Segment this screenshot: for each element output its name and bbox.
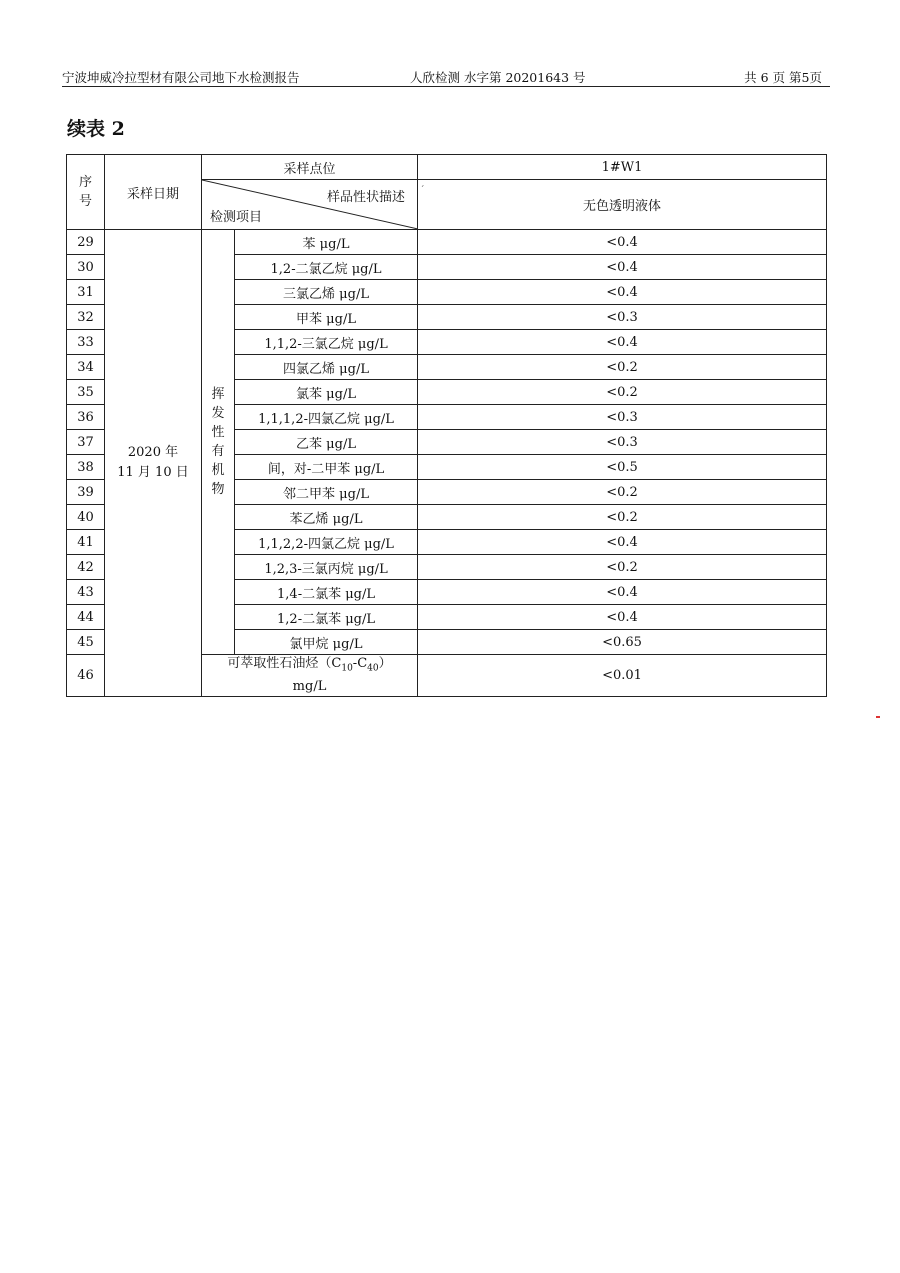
test-result: <0.4: [418, 330, 827, 355]
test-item: 苯乙烯 μg/L: [235, 505, 418, 530]
table-header-row-1: [67, 155, 827, 180]
test-result: <0.2: [418, 555, 827, 580]
subscript-10: 10: [341, 663, 353, 674]
row-number: 34: [67, 355, 105, 380]
item-suffix: ）: [378, 656, 392, 671]
row-number: 38: [67, 455, 105, 480]
date-header: 采样日期: [105, 155, 202, 230]
row-number: 33: [67, 330, 105, 355]
header-company-title: 宁波坤威冷拉型材有限公司地下水检测报告: [62, 70, 300, 85]
test-item: 1,1,1,2-四氯乙烷 μg/L: [235, 405, 418, 430]
test-item: 1,2,3-三氯丙烷 μg/L: [235, 555, 418, 580]
row-number: 30: [67, 255, 105, 280]
test-result: <0.4: [418, 605, 827, 630]
group-label-voc: 挥 发 性 有 机 物: [202, 230, 235, 655]
test-item: 1,4-二氯苯 μg/L: [235, 580, 418, 605]
test-item: [202, 655, 418, 697]
test-item: 氯甲烷 μg/L: [235, 630, 418, 655]
row-number: 37: [67, 430, 105, 455]
subscript-40: 40: [367, 663, 379, 674]
test-item: 1,1,2,2-四氯乙烷 μg/L: [235, 530, 418, 555]
row-number: 41: [67, 530, 105, 555]
row-number: 46: [67, 655, 105, 697]
test-result: <0.4: [418, 280, 827, 305]
sample-description-header: 样品性状描述: [327, 190, 406, 205]
test-result: <0.3: [418, 305, 827, 330]
row-number: 32: [67, 305, 105, 330]
test-item: 间，对-二甲苯 μg/L: [235, 455, 418, 480]
row-number: 45: [67, 630, 105, 655]
test-item: 氯苯 μg/L: [235, 380, 418, 405]
test-item: 苯 μg/L: [235, 230, 418, 255]
sampling-point-header: 采样点位: [202, 155, 418, 180]
test-item: 1,1,2-三氯乙烷 μg/L: [235, 330, 418, 355]
test-result: <0.2: [418, 380, 827, 405]
test-item: 1,2-二氯苯 μg/L: [235, 605, 418, 630]
page-header: [62, 66, 830, 87]
row-number: 29: [67, 230, 105, 255]
table-title: 续表 2: [67, 118, 125, 140]
test-result: <0.4: [418, 230, 827, 255]
diagonal-header-cell: [202, 180, 418, 230]
row-number: 42: [67, 555, 105, 580]
test-item: 邻二甲苯 μg/L: [235, 480, 418, 505]
test-item: 三氯乙烯 μg/L: [235, 280, 418, 305]
test-result: <0.2: [418, 505, 827, 530]
test-item: 四氯乙烯 μg/L: [235, 355, 418, 380]
test-item: 1,2-二氯乙烷 μg/L: [235, 255, 418, 280]
sample-description-value: 无色透明液体: [418, 180, 827, 230]
test-result: <0.3: [418, 405, 827, 430]
header-page-number: 共 6 页 第5页: [744, 70, 822, 85]
item-unit: mg/L: [292, 678, 327, 694]
test-result: <0.65: [418, 630, 827, 655]
item-prefix: 可萃取性石油烃（C: [227, 656, 342, 671]
seq-header-label: 序 号: [78, 175, 92, 209]
scan-edge-mark: [876, 716, 880, 718]
table-row: [67, 230, 827, 255]
header-report-number: 人欣检测 水字第 20201643 号: [410, 70, 586, 85]
sampling-point-value: 1#W1: [418, 155, 827, 180]
test-result: <0.4: [418, 255, 827, 280]
test-result: <0.2: [418, 480, 827, 505]
test-result: <0.4: [418, 530, 827, 555]
test-result: <0.5: [418, 455, 827, 480]
scan-mark: ˊ: [420, 186, 425, 196]
sampling-date: 2020 年 11 月 10 日: [105, 230, 202, 697]
test-item: 乙苯 μg/L: [235, 430, 418, 455]
row-number: 36: [67, 405, 105, 430]
item-mid: -C: [352, 656, 368, 671]
row-number: 40: [67, 505, 105, 530]
test-result: <0.01: [418, 655, 827, 697]
seq-header: [67, 155, 105, 230]
row-number: 43: [67, 580, 105, 605]
row-number: 31: [67, 280, 105, 305]
test-item: 甲苯 μg/L: [235, 305, 418, 330]
test-result: <0.4: [418, 580, 827, 605]
test-item-header: 检测项目: [210, 210, 263, 225]
row-number: 35: [67, 380, 105, 405]
test-result: <0.3: [418, 430, 827, 455]
row-number: 44: [67, 605, 105, 630]
test-result: <0.2: [418, 355, 827, 380]
results-table: [66, 154, 827, 697]
row-number: 39: [67, 480, 105, 505]
